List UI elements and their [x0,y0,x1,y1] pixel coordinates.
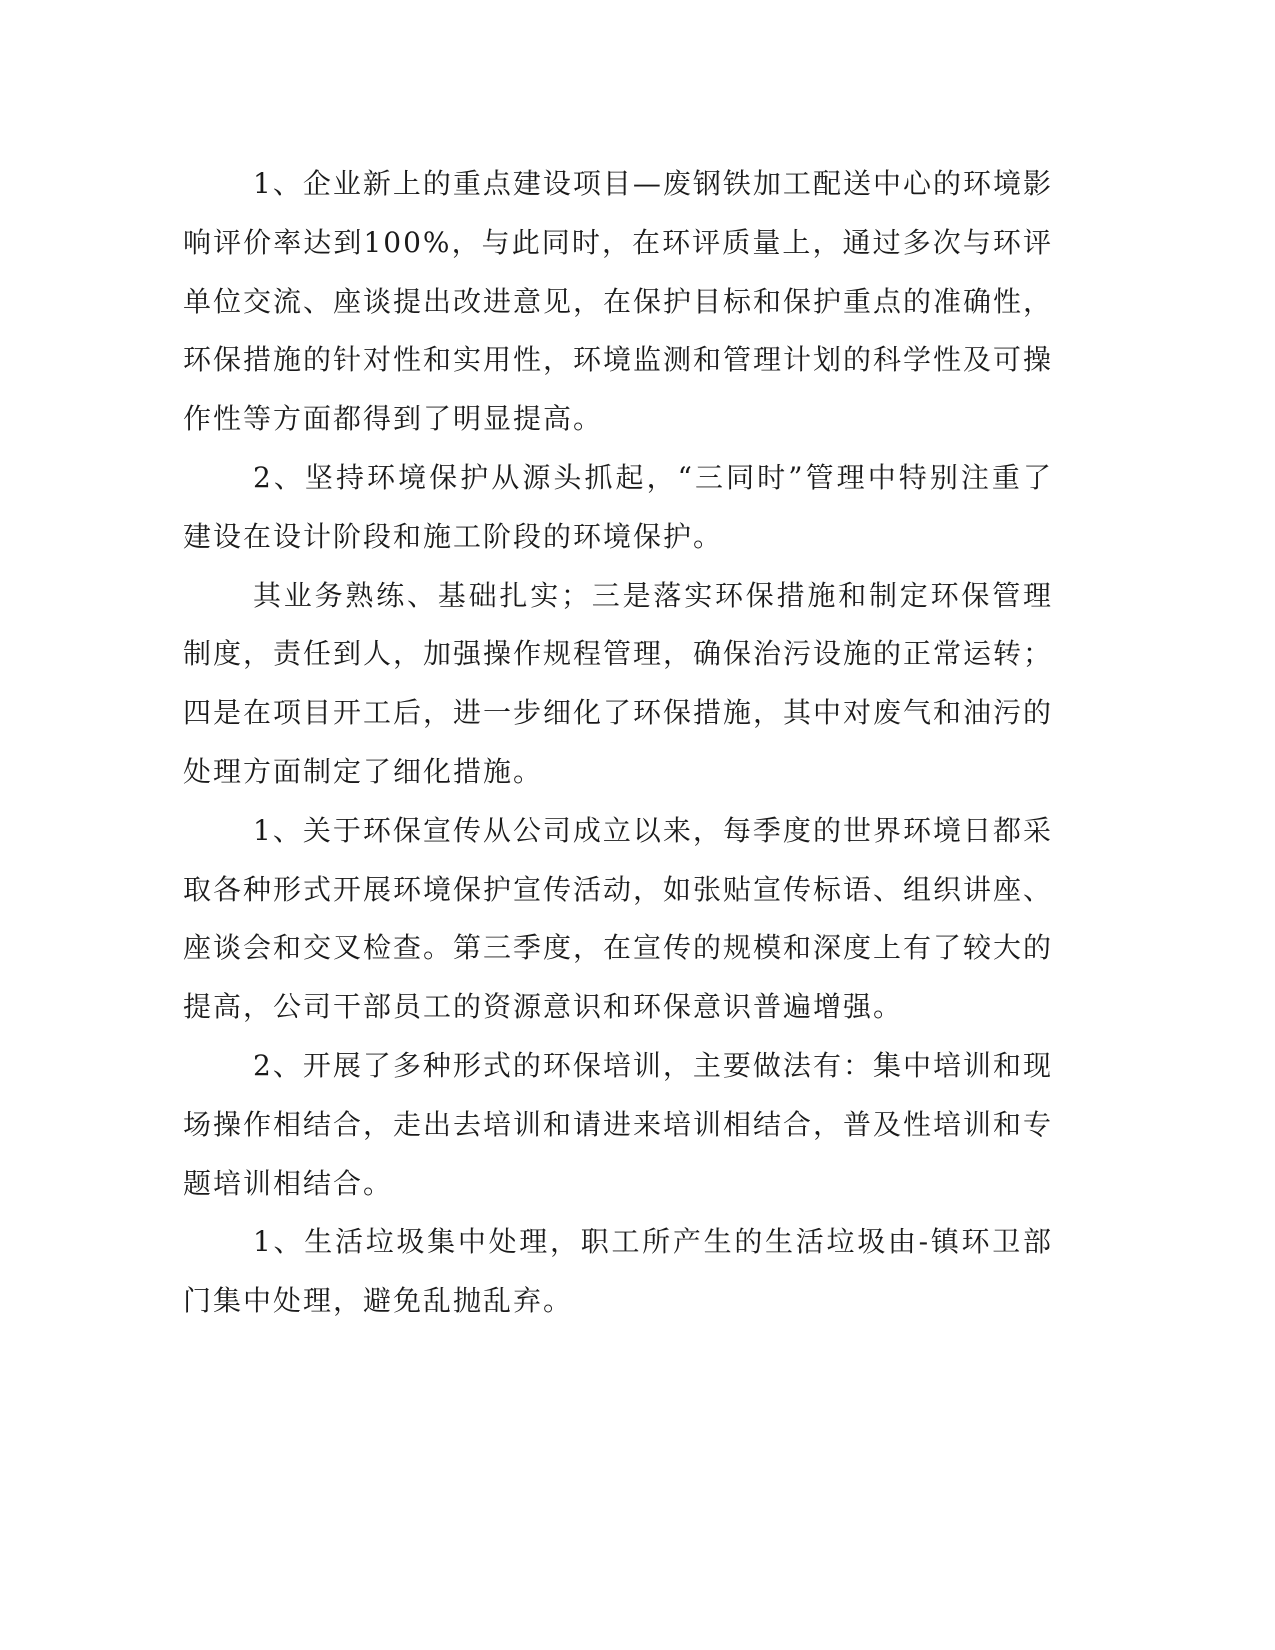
paragraph-training: 2、开展了多种形式的环保培训，主要做法有：集中培训和现场操作相结合，走出去培训和请进来培训相结合，普及性培训和专题培训相结合。 [183,1048,1054,1200]
paragraph-management-measures: 其业务熟练、基础扎实；三是落实环保措施和制定环保管理制度，责任到人，加强操作规程管理，确保治污设施的正常运转；四是在项目开工后，进一步细化了环保措施，其中对废气和油污的处理方面制定了细化措施。 [183,578,1054,788]
paragraph-source-control: 2、坚持环境保护从源头抓起，“三同时”管理中特别注重了建设在设计阶段和施工阶段的环境保护。 [183,460,1053,553]
paragraph-garbage-disposal: 1、生活垃圾集中处理，职工所产生的生活垃圾由-镇环卫部门集中处理，避免乱抛乱弃。 [183,1225,1053,1318]
paragraph-publicity: 1、关于环保宣传从公司成立以来，每季度的世界环境日都采取各种形式开展环境保护宣传活动，如张贴宣传标语、组织讲座、座谈会和交叉检查。第三季度，在宣传的规模和深度上有了较大的提高，公司干部员工的资源意识和环保意识普遍增强。 [183,813,1054,1024]
document-body [183,155,1053,1331]
paragraph-project-assessment: 1、企业新上的重点建设项目—废钢铁加工配送中心的环境影响评价率达到100%，与此同时，在环评质量上，通过多次与环评单位交流、座谈提出改进意见，在保护目标和保护重点的准确性，环保措施的针对性和实用性，环境监测和管理计划的科学性及可操作性等方面都得到了明显提高。 [183,167,1054,436]
